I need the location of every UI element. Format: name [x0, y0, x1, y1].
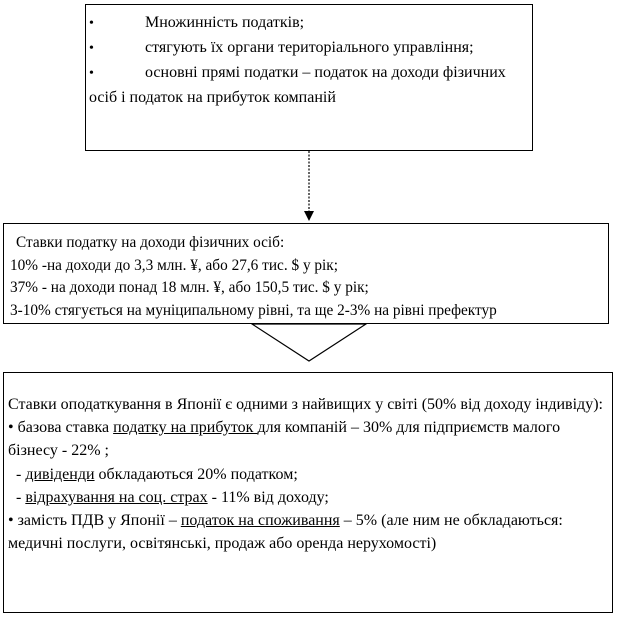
bullet-icon: • — [89, 41, 94, 56]
arrow-down-head — [304, 211, 314, 221]
list-item: • основні прямі податки – податок на доходи фізичних осіб і податок на прибуток компаній — [89, 64, 506, 106]
underlined-term: податку на прибуток — [113, 419, 258, 437]
rate-line: 3-10% стягується на муніципальному рівні, та ще 2-3% на рівні префектур — [10, 301, 497, 319]
intro-text: Ставки оподаткування в Японії є одними з найвищих у світі (50% від доходу індивіду): — [8, 396, 603, 413]
list-item: • базова ставка податку на прибуток для компаній – 30% для підприємств малого бізнесу - 22% ; — [8, 419, 561, 460]
list-item: • Множинність податків; — [89, 11, 524, 36]
block-arrow — [252, 324, 366, 361]
japan-tax-summary-box — [3, 372, 613, 613]
list-item: • замість ПДВ у Японії – податок на споживання – 5% (але ним не обкладаються: медичні послуги, освітянські, продаж або оренда нерухомості) — [8, 512, 563, 553]
rate-line: 10% -на доходи до 3,3 млн. ¥, або 27,6 тис. $ у рік; — [10, 256, 338, 274]
box-title: Ставки податку на доходи фізичних осіб: — [16, 234, 285, 251]
underlined-term: дивіденди — [25, 465, 95, 483]
list-item: • стягують їх органи територіального управління; — [89, 36, 524, 61]
rate-line: 37% - на доходи понад 18 млн. ¥, або 150,5 тис. $ у рік; — [10, 279, 369, 296]
bullet-icon: • — [89, 16, 94, 31]
list-item: - відрахування на соц. страх - 11% від доходу; — [16, 488, 329, 506]
income-tax-rates-box — [3, 223, 609, 324]
bullet-icon: • — [89, 66, 94, 81]
list-item: - дивіденди обкладаються 20% податком; — [16, 465, 298, 483]
underlined-term: податок на споживання — [180, 512, 340, 530]
tax-features-box — [85, 4, 533, 151]
underlined-term: відрахування на соц. страх — [25, 488, 208, 506]
